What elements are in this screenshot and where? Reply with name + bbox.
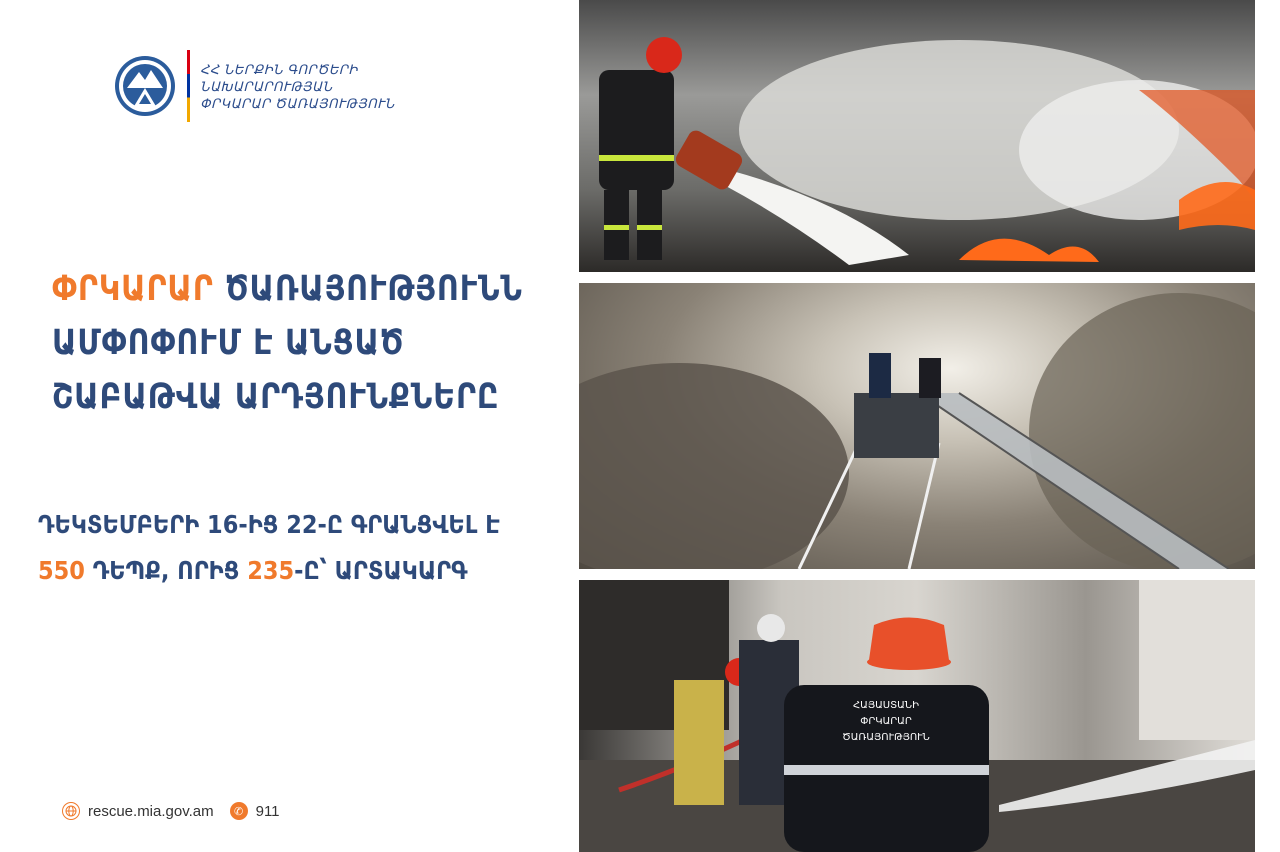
globe-icon — [62, 802, 80, 820]
rescue-emblem-icon — [113, 54, 177, 118]
headline-line-3: ՇԱԲԱԹՎԱ ԱՐԴՅՈՒՆՔՆԵՐԸ — [52, 377, 500, 417]
headline — [52, 262, 523, 424]
website-link[interactable]: rescue.mia.gov.am — [88, 802, 214, 820]
ministry-logo — [113, 50, 395, 122]
ministry-name — [200, 61, 395, 112]
photo-aerial-ladder — [579, 283, 1255, 569]
calls-count: 550 — [38, 556, 85, 585]
headline-line-1-rest: ԾԱՌԱՅՈՒԹՅՈՒՆՆ — [213, 269, 523, 309]
weekly-stats — [38, 502, 500, 594]
headline-line-1 — [52, 262, 523, 316]
ministry-line-3: ՓՐԿԱՐԱՐ ԾԱՌԱՅՈՒԹՅՈՒՆ — [200, 95, 395, 111]
photo-firefighter-foam — [579, 0, 1255, 272]
headline-line-2: ԱՄՓՈՓՈՒՄ Է ԱՆՑԱԾ — [52, 323, 405, 363]
jacket-text-1: ՀԱՅԱՍՏԱՆԻ — [853, 700, 919, 711]
left-panel — [0, 0, 578, 852]
urgent-label: -Ը՝ ԱՐՏԱԿԱՐԳ — [294, 556, 468, 585]
headline-accent: ՓՐԿԱՐԱՐ — [52, 269, 214, 309]
urgent-count: 235 — [247, 556, 295, 585]
jacket-text-3: ԾԱՌԱՅՈՒԹՅՈՒՆ — [842, 732, 930, 743]
photo-firefighters-hose — [579, 580, 1255, 852]
stats-line-2 — [38, 548, 500, 594]
stats-line-1: ԴԵԿՏԵՄԲԵՐԻ 16-ԻՑ 22-Ը ԳՐԱՆՑՎԵԼ Է — [38, 510, 500, 539]
phone-icon: ✆ — [230, 802, 248, 820]
calls-label: ԴԵՊՔ, ՈՐԻՑ — [84, 556, 248, 585]
ministry-line-2: ՆԱԽԱՐԱՐՈՒԹՅԱՆ — [200, 78, 333, 94]
footer-contacts — [62, 802, 280, 820]
phone-number[interactable]: 911 — [255, 802, 280, 820]
jacket-text-2: ՓՐԿԱՐԱՐ — [860, 716, 912, 727]
flag-divider — [187, 50, 190, 122]
ministry-line-1: ՀՀ ՆԵՐՔԻՆ ԳՈՐԾԵՐԻ — [200, 61, 358, 77]
